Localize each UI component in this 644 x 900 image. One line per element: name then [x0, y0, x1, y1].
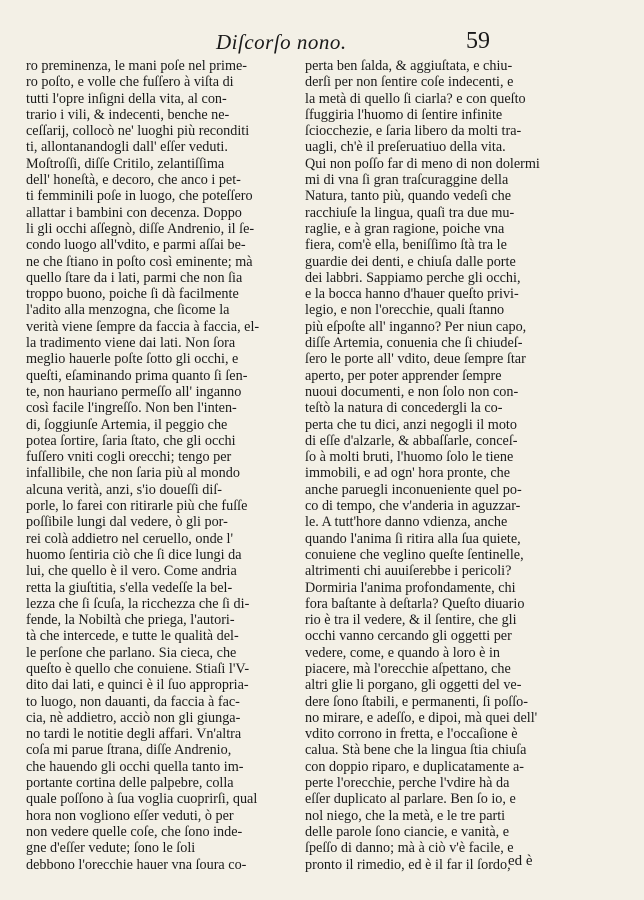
text-line: con doppio riparo, e duplicatamente a- [305, 758, 525, 775]
text-line: così facile l'ingreſſo. Non ben l'inten- [26, 400, 237, 417]
text-line: vdito corrono in fretta, e l'occaſione è [305, 726, 518, 743]
text-line: uagli, ch'è il preſeruatiuo della vita. [305, 139, 506, 156]
text-line: ti femminili poſe in luogo, che poteſſero [26, 188, 253, 205]
text-line: le. A tutt'hore danno vdienza, anche [305, 514, 508, 531]
text-line: anche paruegli inconueniente quel po- [305, 481, 522, 498]
text-line: tutti l'opre inſigni della vita, al con- [26, 90, 227, 107]
text-line: tà che intercede, e tutte le qualità del- [26, 628, 239, 645]
text-line: poſſibile lungi dal vedere, ò gli por- [26, 514, 228, 531]
text-line: guardie dei denti, e chiuſa dalle porte [305, 253, 516, 270]
text-line: le perſone che parlano. Sia cieca, che [26, 644, 237, 661]
text-line: dell' honeſtà, e decoro, che anco i pet- [26, 172, 241, 189]
text-line: allattar i bambini con decenza. Doppo [26, 204, 242, 221]
text-line: perte l'orecchie, perche l'vdire hà da [305, 775, 510, 792]
text-line: lui, che quello è il vero. Come andria [26, 563, 237, 580]
text-line: Natura, tanto più, quando vedeſi che [305, 188, 512, 205]
text-line: retta la giuſtitia, s'ella vedeſſe la bel- [26, 579, 233, 596]
text-line: Moſtroſſi, diſſe Critilo, zelantiſſima [26, 155, 225, 172]
text-line: la tradimento viene dai lati. Non ſora [26, 335, 236, 352]
catchword: ed è [508, 853, 533, 869]
text-line: che hauendo gli occhi quella tanto im- [26, 758, 244, 775]
text-line: quale poſſono à ſua voglia cuoprirſi, qual [26, 791, 258, 808]
text-line: ſciocchezie, e ſaria libero da molti tra- [305, 123, 522, 140]
text-line: la metà di quello ſi ciarla? e con queſto [305, 90, 526, 107]
page-number: 59 [466, 28, 490, 54]
text-line: cia, nè addietro, acciò non gli giunga- [26, 709, 241, 726]
text-line: dere ſono ſtabili, e permanenti, ſi poſſo- [305, 693, 528, 710]
text-line: queſto è quello che conuiene. Stiaſi l'V- [26, 660, 250, 677]
text-line: portante cortina delle palpebre, colla [26, 775, 234, 792]
text-line: Dormiria l'anima profondamente, chi [305, 579, 516, 596]
text-line: verità viene ſempre da faccia à faccia, el- [26, 318, 260, 335]
text-line: no tardi le notitie degli affari. Vn'altra [26, 726, 242, 743]
text-line: e la bocca hanno d'hauer queſto privi- [305, 286, 519, 303]
text-line: perta che tu dici, anzi negogli il moto [305, 416, 517, 433]
text-line: delle parole ſono ciancie, e vanità, e [305, 823, 510, 840]
text-line: ſo à molti bruti, l'huomo ſolo le tiene [305, 449, 514, 466]
text-line: raglie, e à gran ragione, poiche vna [305, 220, 505, 237]
text-line: Qui non poſſo far di meno di non dolermi [305, 155, 540, 172]
text-line: to luogo, non dauanti, da faccia à fac- [26, 693, 240, 710]
text-line: perta ben ſalda, & aggiuſtata, e chiu- [305, 58, 513, 74]
text-line: ceſſarij, collocò ne' luoghi più reconditi [26, 123, 250, 140]
text-line: derſi per non ſentire coſe indecenti, e [305, 74, 514, 91]
text-line: li gli occhi aſſegnò, diſſe Andrenio, il ſe- [26, 220, 255, 237]
text-line: altri glie li porgano, gli oggetti del ve- [305, 677, 522, 694]
text-line: eſſer duplicato al parlare. Ben ſo io, e [305, 791, 516, 808]
text-line: fora baſtante à deſtarla? Queſto diuario [305, 595, 525, 612]
text-line: racchiuſe la lingua, quaſi tra due mu- [305, 204, 515, 221]
text-line: debbono l'orecchie hauer vna ſoura co- [26, 856, 247, 873]
text-line: hora non vogliono eſſer veduti, ò per [26, 807, 234, 824]
text-line: te, non hauriano permeſſo all' inganno [26, 383, 242, 400]
text-line: mi di vna ſi gran traſcuraggine della [305, 172, 509, 189]
text-line: l'adito alla menzogna, che ſicome la [26, 302, 230, 319]
text-line: rei colà addietro nel ceruello, onde l' [26, 530, 234, 547]
text-line: piacere, mà l'orecchie aſpettano, che [305, 660, 511, 677]
text-line: ſfuggiria l'huomo di ſentire infinite [305, 106, 503, 123]
text-line: non vedere quelle coſe, che ſono inde- [26, 823, 243, 840]
text-line: porle, lo farei con ritirarle più che fuſſe [26, 498, 248, 515]
text-line: infallibile, che non ſaria più al mondo [26, 465, 240, 482]
text-line: trario i vili, & indecenti, benche ne- [26, 106, 230, 123]
text-line: no mirare, e adeſſo, e dipoi, mà quei dell' [305, 709, 538, 726]
text-line: ne che ſtiano in poſto così eminente; mà [26, 253, 253, 270]
text-line: ro poſto, e volle che fuſſero à viſta di [26, 74, 234, 91]
text-line: ſero le porte all' vdito, deue ſempre ſtar [305, 351, 526, 368]
text-line: condo luogo all'vdito, e parmi aſſai be- [26, 237, 246, 254]
right-text-column [305, 58, 623, 873]
text-line: quello ſtare da i lati, parmi che non ſia [26, 269, 243, 286]
text-line: nuoui documenti, e non ſolo non con- [305, 383, 519, 400]
text-line: quando l'anima ſi ritira alla ſua quiete, [305, 530, 521, 547]
text-line: rio è tra il vedere, & il ſentire, che gli [305, 612, 517, 629]
text-line: alcuna verità, anzi, s'io doueſſi diſ- [26, 481, 222, 498]
text-line: ro preminenza, le mani poſe nel prime- [26, 58, 248, 74]
text-line: dito dai lati, e quinci è il ſuo appropria- [26, 677, 249, 694]
text-line: conuiene che veglino queſte ſentinelle, [305, 546, 524, 563]
text-line: di eſſe d'alzarle, & abbaſſarle, conceſ- [305, 432, 518, 449]
text-line: troppo buono, poiche ſi dà facilmente [26, 286, 239, 303]
text-line: pronto il rimedio, ed è il far il ſordo, [305, 856, 511, 873]
text-line: lezza che ſi ſcuſa, la ricchezza che ſi di- [26, 595, 250, 612]
text-line: ti, allontanandogli dall' eſſer veduti. [26, 139, 228, 156]
text-line: fuſſero vniti cogli orecchi; tengo per [26, 449, 232, 466]
text-line: di, ſoggiunſe Artemia, il peggio che [26, 416, 228, 433]
text-line: diſſe Artemia, conuenia che ſi chiudeſ- [305, 335, 523, 352]
text-line: altrimenti chi auuiſerebbe i pericoli? [305, 563, 512, 580]
text-line: più eſpoſte all' inganno? Per niun capo, [305, 318, 527, 335]
text-line: meglio hauerle poſte ſotto gli occhi, e [26, 351, 239, 368]
text-line: aperto, per poter apprender ſempre [305, 367, 502, 384]
text-line: gne d'eſſer vedute; ſono le ſoli [26, 840, 196, 857]
text-line: legio, e non l'orecchie, quali ſtanno [305, 302, 505, 319]
text-line: calua. Stà bene che la lingua ſtia chiuſa [305, 742, 527, 759]
text-line: teſtò la natura di concedergli la co- [305, 400, 503, 417]
text-line: queſti, eſaminando prima quanto ſi ſen- [26, 367, 248, 384]
running-head: Diſcorſo nono. [216, 30, 347, 54]
text-line: nol niego, che la metà, e le tre parti [305, 807, 506, 824]
text-line: huomo ſentiria ciò che ſi dice lungi da [26, 546, 242, 563]
text-line: immobili, e ad ogn' hora pronte, che [305, 465, 511, 482]
text-line: potea ſortire, ſaria ſtato, che gli occhi [26, 432, 236, 449]
page-header [0, 28, 644, 58]
text-line: vedere, come, e quando à loro è in [305, 644, 500, 661]
text-line: ſpeſſo di danno; mà à ciò v'è facile, e [305, 840, 514, 857]
text-line: fende, la Nobiltà che priega, l'autori- [26, 612, 235, 629]
text-line: dei labbri. Sappiamo perche gli occhi, [305, 269, 521, 286]
left-text-column [26, 58, 314, 873]
text-line: occhi vanno cercando gli oggetti per [305, 628, 512, 645]
text-line: fiera, com'è ella, beniſſimo ſtà tra le [305, 237, 507, 254]
text-line: coſa mi parue ſtrana, diſſe Andrenio, [26, 742, 232, 759]
text-line: co di tempo, che v'anderia in aguzzar- [305, 498, 521, 515]
